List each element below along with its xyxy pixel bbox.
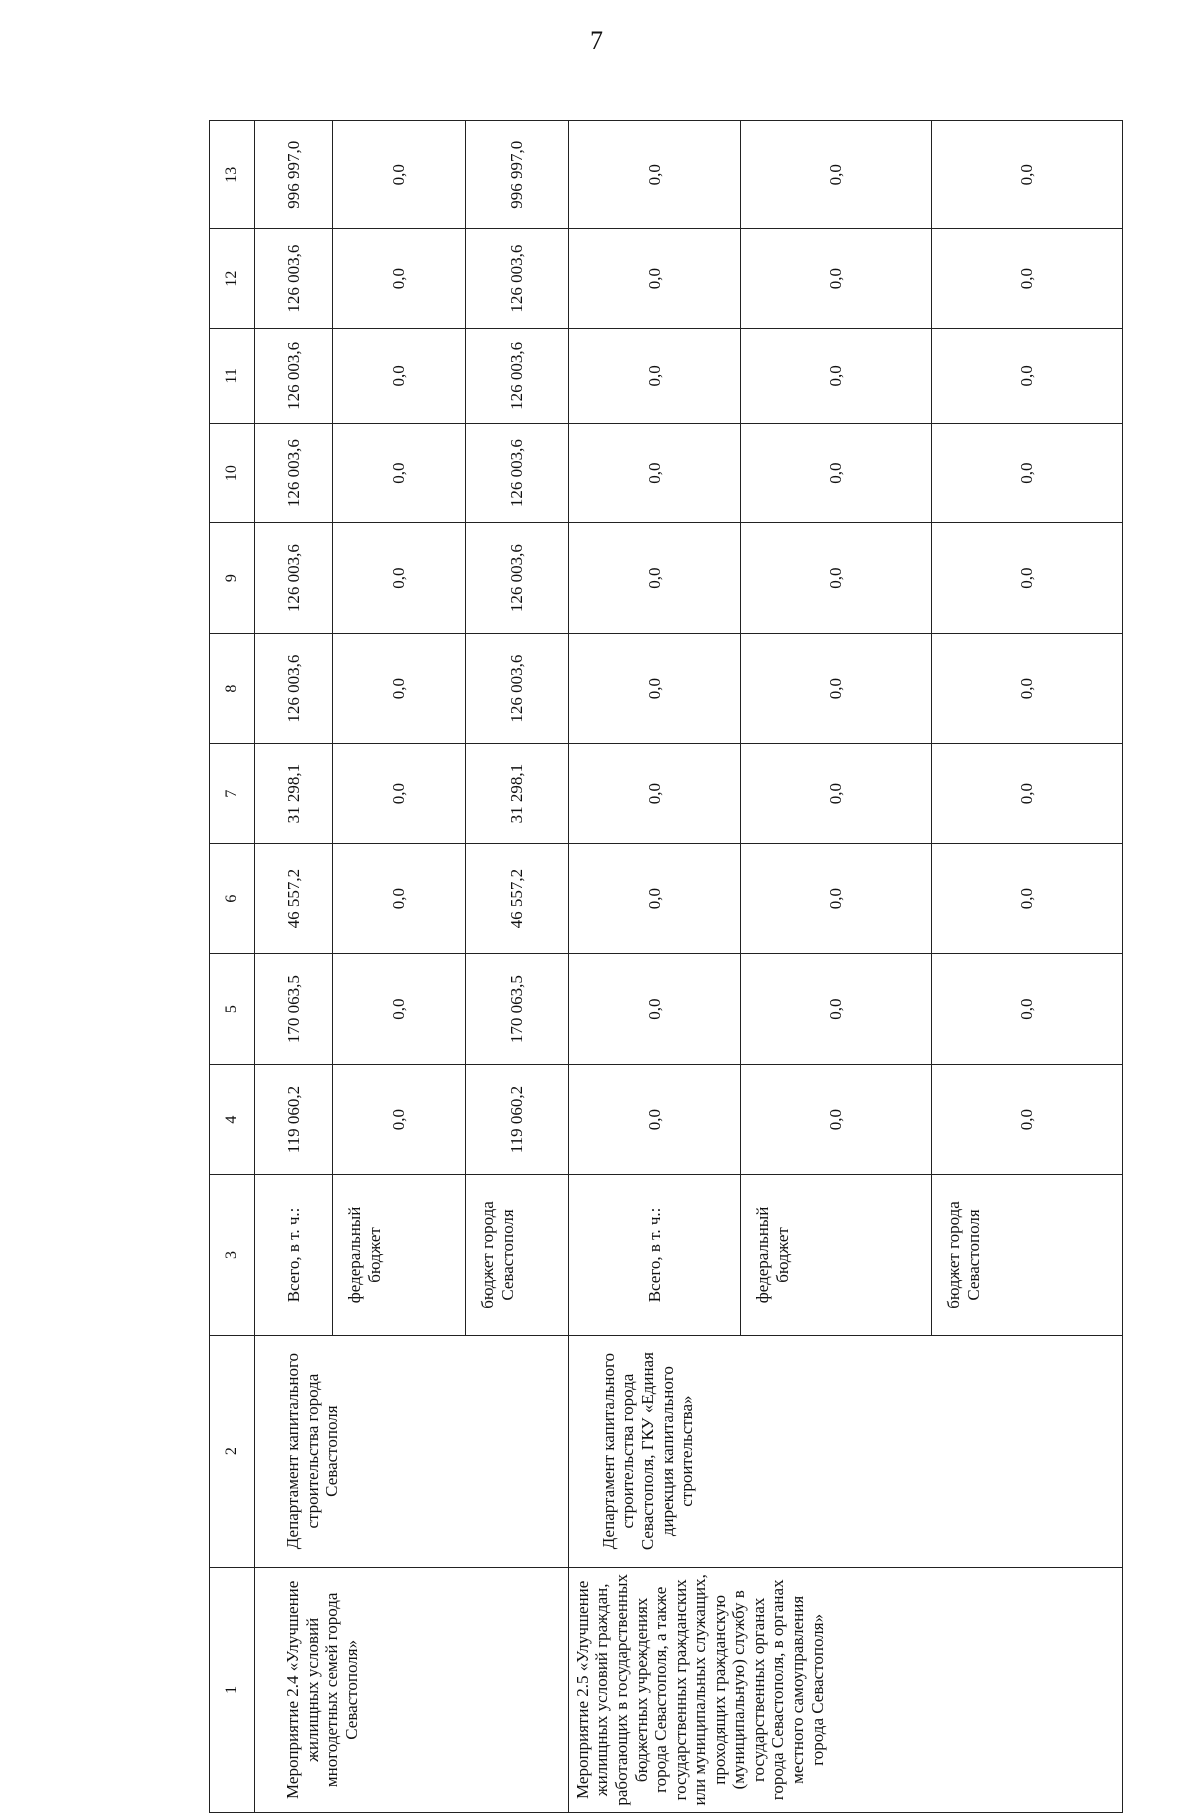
value-cell: 0,0 [741, 121, 932, 229]
value-cell: 46 557,2 [255, 843, 333, 954]
value-cell: 0,0 [741, 633, 932, 744]
value-cell: 996 997,0 [255, 121, 333, 229]
column-header: 5 [210, 954, 255, 1065]
table-row [255, 121, 333, 1813]
value-cell: 0,0 [932, 1064, 1123, 1175]
value-cell: 996 997,0 [466, 121, 569, 229]
executor-cell: Департамент капитального строительства города Севастополя, ГКУ «Единая дирекция капитального строительства» [568, 1335, 1122, 1567]
column-header: 13 [210, 121, 255, 229]
column-header: 12 [210, 229, 255, 328]
value-cell: 0,0 [741, 843, 932, 954]
value-cell: 0,0 [932, 744, 1123, 843]
value-cell: 0,0 [932, 843, 1123, 954]
value-cell: 126 003,6 [466, 328, 569, 423]
value-cell: 126 003,6 [255, 229, 333, 328]
page-number: 7 [590, 26, 603, 55]
value-cell: 0,0 [568, 744, 740, 843]
value-cell: 0,0 [932, 633, 1123, 744]
column-header: 10 [210, 423, 255, 522]
funding-source-cell: Всего, в т. ч.: [255, 1175, 333, 1335]
value-cell: 126 003,6 [466, 229, 569, 328]
value-cell: 0,0 [932, 423, 1123, 522]
value-cell: 0,0 [568, 523, 740, 634]
value-cell: 0,0 [332, 121, 465, 229]
value-cell: 126 003,6 [255, 328, 333, 423]
column-header: 1 [210, 1567, 255, 1812]
value-cell: 0,0 [932, 328, 1123, 423]
value-cell: 119 060,2 [255, 1064, 333, 1175]
value-cell: 0,0 [568, 1064, 740, 1175]
value-cell: 126 003,6 [466, 523, 569, 634]
value-cell: 0,0 [568, 843, 740, 954]
value-cell: 46 557,2 [466, 843, 569, 954]
value-cell: 0,0 [741, 744, 932, 843]
value-cell: 0,0 [932, 523, 1123, 634]
column-header: 7 [210, 744, 255, 843]
value-cell: 0,0 [332, 523, 465, 634]
value-cell: 31 298,1 [466, 744, 569, 843]
value-cell: 0,0 [741, 423, 932, 522]
column-header: 11 [210, 328, 255, 423]
value-cell: 0,0 [332, 954, 465, 1065]
funding-source-cell: бюджет города Севастополя [932, 1175, 1123, 1335]
value-cell: 0,0 [741, 1064, 932, 1175]
column-header: 9 [210, 523, 255, 634]
value-cell: 0,0 [741, 328, 932, 423]
value-cell: 0,0 [332, 744, 465, 843]
column-header: 3 [210, 1175, 255, 1335]
column-header: 8 [210, 633, 255, 744]
value-cell: 31 298,1 [255, 744, 333, 843]
value-cell: 126 003,6 [255, 523, 333, 634]
value-cell: 0,0 [568, 328, 740, 423]
value-cell: 0,0 [568, 633, 740, 744]
value-cell: 126 003,6 [255, 633, 333, 744]
header-row [210, 121, 255, 1813]
value-cell: 0,0 [568, 121, 740, 229]
value-cell: 0,0 [332, 328, 465, 423]
value-cell: 126 003,6 [466, 423, 569, 522]
value-cell: 0,0 [568, 423, 740, 522]
value-cell: 0,0 [741, 954, 932, 1065]
value-cell: 170 063,5 [466, 954, 569, 1065]
table-rotated-container [209, 120, 1123, 1813]
value-cell: 170 063,5 [255, 954, 333, 1065]
value-cell: 126 003,6 [255, 423, 333, 522]
value-cell: 126 003,6 [466, 633, 569, 744]
value-cell: 119 060,2 [466, 1064, 569, 1175]
value-cell: 0,0 [568, 229, 740, 328]
budget-table [209, 120, 1123, 1813]
funding-source-cell: бюджет города Севастополя [466, 1175, 569, 1335]
measure-cell: Мероприятие 2.4 «Улучшение жилищных условий многодетных семей города Севастополя» [255, 1567, 569, 1812]
value-cell: 0,0 [568, 954, 740, 1065]
value-cell: 0,0 [332, 229, 465, 328]
column-header: 4 [210, 1064, 255, 1175]
value-cell: 0,0 [932, 229, 1123, 328]
value-cell: 0,0 [741, 523, 932, 634]
executor-cell: Департамент капитального строительства города Севастополя [255, 1335, 569, 1567]
measure-cell: Мероприятие 2.5 «Улучшение жилищных условий граждан, работающих в государственных бюджетных учреждениях города Севастополя, а также государственных гражданских или муниципальных служащих, проходящих гражданскую (муниципальную) службу в государственных органах города Севастополя, в органах местного самоуправления города Севастополя» [568, 1567, 1122, 1812]
value-cell: 0,0 [332, 633, 465, 744]
value-cell: 0,0 [332, 423, 465, 522]
funding-source-cell: федеральный бюджет [332, 1175, 465, 1335]
column-header: 6 [210, 843, 255, 954]
value-cell: 0,0 [932, 954, 1123, 1065]
table-frame [209, 120, 1123, 1813]
funding-source-cell: федеральный бюджет [741, 1175, 932, 1335]
value-cell: 0,0 [332, 843, 465, 954]
value-cell: 0,0 [332, 1064, 465, 1175]
table-row [568, 121, 740, 1813]
column-header: 2 [210, 1335, 255, 1567]
value-cell: 0,0 [932, 121, 1123, 229]
value-cell: 0,0 [741, 229, 932, 328]
funding-source-cell: Всего, в т. ч.: [568, 1175, 740, 1335]
